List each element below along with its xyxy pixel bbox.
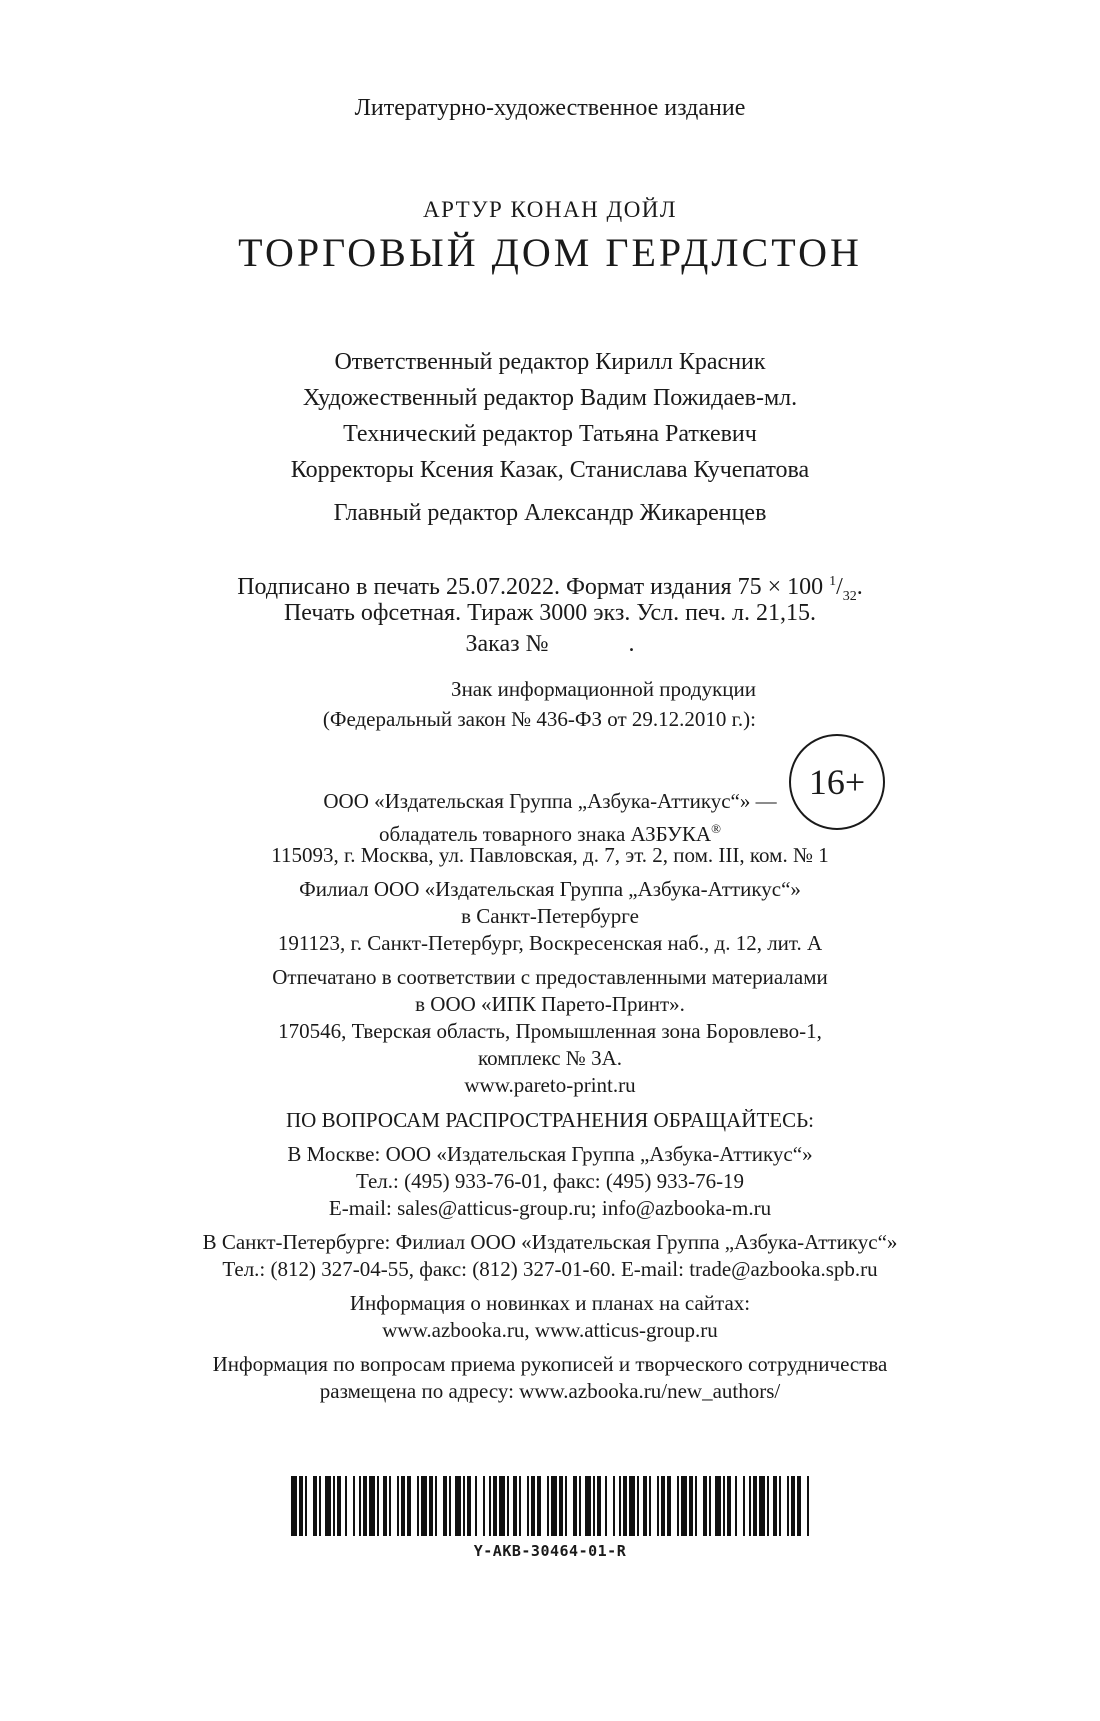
barcode-bar <box>435 1476 437 1536</box>
edition-type: Литературно-художественное издание <box>354 95 746 121</box>
registered-mark: ® <box>711 821 721 836</box>
barcode-bar <box>695 1476 697 1536</box>
barcode-bar <box>709 1476 711 1536</box>
barcode-bar <box>359 1476 361 1536</box>
barcode-bar <box>593 1476 595 1536</box>
book-title: ТОРГОВЫЙ ДОМ ГЕРДЛСТОН <box>238 230 862 275</box>
barcode-bar <box>677 1476 679 1536</box>
printer-line4: комплекс № 3А. <box>477 1046 623 1070</box>
barcode-bar <box>493 1476 497 1536</box>
distribution-moscow-1: В Москве: ООО «Издательская Группа „Азбука-Аттикус“» <box>287 1142 813 1166</box>
barcode-code: Y-AKB-30464-01-R <box>473 1542 627 1560</box>
news-info-1: Информация о новинках и планах на сайтах: <box>349 1291 751 1315</box>
credit-line: Ответственный редактор Кирилл Красник <box>334 349 766 375</box>
branch-line2: в Санкт-Петербурге <box>461 904 639 928</box>
format-numerator: 1 <box>829 574 837 589</box>
barcode-bar <box>467 1476 471 1536</box>
publisher-address: 115093, г. Москва, ул. Павловская, д. 7, эт. 2, пом. III, ком. № 1 <box>271 843 829 867</box>
barcode-bar <box>791 1476 795 1536</box>
distribution-spb-1: В Санкт-Петербурге: Филиал ООО «Издательская Группа „Азбука-Аттикус“» <box>202 1230 898 1254</box>
barcode-bar <box>319 1476 321 1536</box>
format-denominator: 32 <box>842 588 857 604</box>
barcode-bar <box>579 1476 581 1536</box>
barcode-bar <box>759 1476 765 1536</box>
barcode-bar <box>585 1476 591 1536</box>
branch-line1: Филиал ООО «Издательская Группа „Азбука-Аттикус“» <box>299 877 801 901</box>
barcode-bar <box>333 1476 335 1536</box>
barcode-bar <box>313 1476 317 1536</box>
publisher-trademark: обладатель товарного знака АЗБУКА <box>379 822 712 846</box>
barcode-bar <box>443 1476 447 1536</box>
barcode-bar <box>499 1476 505 1536</box>
barcode-bar <box>383 1476 387 1536</box>
barcode-bar <box>649 1476 651 1536</box>
barcode-bar <box>369 1476 375 1536</box>
barcode-bar <box>779 1476 781 1536</box>
barcode-bar <box>689 1476 693 1536</box>
barcode-bar <box>475 1476 477 1536</box>
barcode-bar <box>401 1476 405 1536</box>
order-line <box>0 629 1100 659</box>
barcode-bar <box>667 1476 671 1536</box>
barcode-bar <box>389 1476 391 1536</box>
publisher-line1: ООО «Издательская Группа „Азбука-Аттикус“» — <box>323 789 777 813</box>
barcode-bar <box>483 1476 485 1536</box>
credit-line: Корректоры Ксения Казак, Станислава Кучепатова <box>290 457 810 483</box>
barcode-bar <box>489 1476 491 1536</box>
barcode-bar <box>787 1476 789 1536</box>
barcode-bar <box>643 1476 647 1536</box>
barcode-bar <box>305 1476 307 1536</box>
barcode-bar <box>743 1476 745 1536</box>
barcode-bar <box>421 1476 427 1536</box>
barcode-bar <box>773 1476 777 1536</box>
barcode-bar <box>429 1476 433 1536</box>
barcode-bar <box>753 1476 757 1536</box>
barcode-bar <box>449 1476 451 1536</box>
barcode-bar <box>613 1476 615 1536</box>
printer-line3: 170546, Тверская область, Промышленная зона Боровлево-1, <box>278 1019 822 1043</box>
barcode-bar <box>513 1476 517 1536</box>
barcode-bar <box>681 1476 687 1536</box>
chief-editor: Главный редактор Александр Жикаренцев <box>333 500 767 526</box>
barcode-bar <box>623 1476 627 1536</box>
barcode-bar <box>551 1476 557 1536</box>
barcode-bar <box>527 1476 529 1536</box>
barcode-bar <box>291 1476 297 1536</box>
credit-line: Художественный редактор Вадим Пожидаев-мл. <box>302 385 798 411</box>
order-end: . <box>628 631 635 657</box>
print-info-line1: Подписано в печать 25.07.2022. Формат издания 75 × 100 $^1/_{32}$. <box>237 574 863 604</box>
barcode-bar <box>397 1476 399 1536</box>
printer-line2: в ООО «ИПК Парето-Принт». <box>415 992 685 1016</box>
barcode-bar <box>807 1476 809 1536</box>
barcode-bar <box>531 1476 535 1536</box>
print-info-line2: Печать офсетная. Тираж 3000 экз. Усл. печ. л. 21,15. <box>283 600 817 626</box>
barcode-bar <box>345 1476 347 1536</box>
barcode-bar <box>629 1476 635 1536</box>
barcode-bar <box>703 1476 707 1536</box>
distribution-moscow-3: E-mail: sales@atticus-group.ru; info@azbooka-m.ru <box>328 1196 772 1220</box>
distribution-spb-2: Тел.: (812) 327-04-55, факс: (812) 327-01-60. E-mail: trade@azbooka.spb.ru <box>222 1257 878 1281</box>
barcode-bar <box>299 1476 303 1536</box>
age-rating-label-1: Знак информационной продукции <box>451 677 756 701</box>
branch-address: 191123, г. Санкт-Петербург, Воскресенская наб., д. 12, лит. А <box>277 931 823 955</box>
barcode-bar <box>597 1476 601 1536</box>
barcode-bar <box>619 1476 621 1536</box>
age-rating-badge: 16+ <box>789 734 885 830</box>
barcode-bar <box>727 1476 731 1536</box>
barcode-bar <box>417 1476 419 1536</box>
barcode-bar <box>573 1476 577 1536</box>
barcode-bar <box>723 1476 725 1536</box>
credit-line: Технический редактор Татьяна Раткевич <box>343 421 757 447</box>
barcode-bar <box>463 1476 465 1536</box>
manuscripts-info-1: Информация по вопросам приема рукописей и творческого сотрудничества <box>212 1352 888 1376</box>
order-label: Заказ № <box>465 631 549 657</box>
barcode-bar <box>507 1476 509 1536</box>
barcode-bar <box>407 1476 411 1536</box>
barcode-bar <box>767 1476 769 1536</box>
barcode-bar <box>377 1476 379 1536</box>
print-format-text: Подписано в печать 25.07.2022. Формат издания 75 × 100 <box>237 574 824 600</box>
barcode-bar <box>353 1476 355 1536</box>
barcode-bar <box>605 1476 607 1536</box>
distribution-heading: ПО ВОПРОСАМ РАСПРОСТРАНЕНИЯ ОБРАЩАЙТЕСЬ: <box>286 1108 814 1132</box>
printer-line1: Отпечатано в соответствии с предоставленными материалами <box>272 965 828 989</box>
barcode-bar <box>325 1476 331 1536</box>
barcode-bar <box>337 1476 341 1536</box>
barcode-bar <box>735 1476 737 1536</box>
news-info-2: www.azbooka.ru, www.atticus-group.ru <box>382 1318 718 1342</box>
barcode-bar <box>565 1476 567 1536</box>
barcode-bar <box>455 1476 461 1536</box>
barcode-bar <box>661 1476 665 1536</box>
author-name: АРТУР КОНАН ДОЙЛ <box>422 197 678 222</box>
printer-website: www.pareto-print.ru <box>464 1073 636 1097</box>
barcode-bar <box>657 1476 659 1536</box>
barcode-bar <box>797 1476 801 1536</box>
barcode-bar <box>559 1476 563 1536</box>
age-rating-label-2: (Федеральный закон № 436-ФЗ от 29.12.2010 г.): <box>322 707 756 731</box>
barcode-bar <box>537 1476 541 1536</box>
barcode-bar <box>547 1476 549 1536</box>
barcode-bar <box>715 1476 721 1536</box>
manuscripts-info-2: размещена по адресу: www.azbooka.ru/new_authors/ <box>319 1379 781 1403</box>
barcode-bar <box>749 1476 751 1536</box>
barcode-bar <box>363 1476 367 1536</box>
barcode-bar <box>637 1476 639 1536</box>
barcode-bar <box>519 1476 521 1536</box>
distribution-moscow-2: Тел.: (495) 933-76-01, факс: (495) 933-76-19 <box>355 1169 745 1193</box>
barcode <box>291 1476 809 1536</box>
